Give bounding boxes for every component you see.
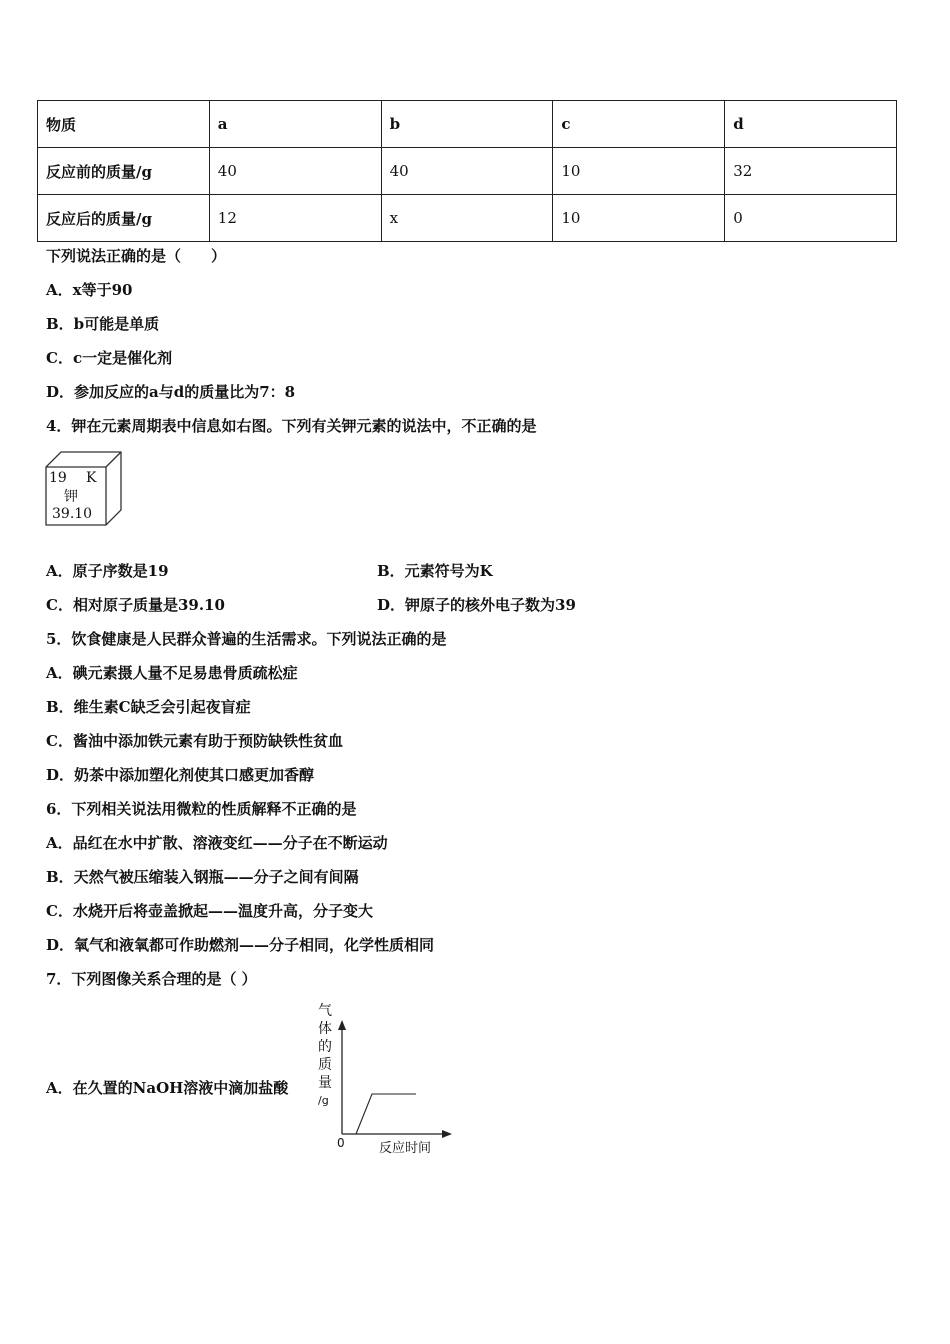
q3-option-c: C．c一定是催化剂 (46, 349, 173, 367)
table-cell: d (725, 101, 897, 148)
q5-option-a: A．碘元素摄人量不足易患骨质疏松症 (46, 664, 298, 682)
q6-option-d: D．氧气和液氧都可作助燃剂——分子相同，化学性质相同 (46, 936, 435, 954)
q3-option-b: B．b可能是单质 (46, 315, 160, 333)
table-row (38, 195, 897, 242)
q4-option-b: B．元素符号为K (377, 562, 493, 580)
q4-option-d: D．钾原子的核外电子数为39 (377, 596, 576, 614)
q5-option-c: C．酱油中添加铁元素有助于预防缺铁性贫血 (46, 732, 343, 750)
table-row (38, 101, 897, 148)
x-axis-label: 反应时间 (379, 1141, 432, 1156)
element-symbol: K (86, 470, 97, 486)
y-axis-label-char: 体 (318, 1021, 332, 1037)
table-cell: 物质 (38, 101, 210, 148)
q6-option-a: A．品红在水中扩散、溶液变红——分子在不断运动 (46, 834, 388, 852)
element-card (44, 450, 124, 528)
table-cell: a (209, 101, 381, 148)
y-axis-label-char: 气 (318, 1003, 332, 1019)
table-cell: c (553, 101, 725, 148)
y-axis-label-char: 量 (318, 1075, 332, 1091)
table-cell: b (381, 101, 553, 148)
q5-stem: 5．饮食健康是人民群众普遍的生活需求。下列说法正确的是 (46, 630, 447, 648)
table-cell: 10 (553, 195, 725, 242)
gas-mass-graph (312, 1000, 462, 1160)
table-cell: 反应前的质量/g (38, 148, 210, 195)
table-cell: 40 (381, 148, 553, 195)
table-cell: 10 (553, 148, 725, 195)
q3-option-d: D．参加反应的a与d的质量比为7：8 (46, 383, 296, 401)
table-row (38, 148, 897, 195)
q7-stem: 7．下列图像关系合理的是（ ） (46, 970, 257, 988)
element-name: 钾 (64, 489, 78, 505)
table-cell: 40 (209, 148, 381, 195)
atomic-mass: 39.10 (52, 506, 93, 522)
q5-option-b: B．维生素C缺乏会引起夜盲症 (46, 698, 251, 716)
q4-stem: 4．钾在元素周期表中信息如右图。下列有关钾元素的说法中，不正确的是 (46, 417, 537, 435)
mass-table (37, 100, 897, 242)
table-cell: 32 (725, 148, 897, 195)
y-axis-label-char: 质 (318, 1057, 332, 1073)
table-cell: 12 (209, 195, 381, 242)
q3-option-a: A．x等于90 (46, 281, 133, 299)
q3-stem: 下列说法正确的是（ ） (46, 247, 227, 265)
q7-option-a: A．在久置的NaOH溶液中滴加盐酸 (46, 1079, 289, 1097)
y-axis-label-char: 的 (318, 1039, 332, 1055)
graph-axes (312, 1000, 462, 1160)
table-cell: 0 (725, 195, 897, 242)
q5-option-d: D．奶茶中添加塑化剂使其口感更加香醇 (46, 766, 315, 784)
table-cell: x (381, 195, 553, 242)
q4-option-a: A．原子序数是19 (46, 562, 169, 580)
q6-option-b: B．天然气被压缩装入钢瓶——分子之间有间隔 (46, 868, 359, 886)
y-axis-label-char: /g (318, 1094, 329, 1107)
q6-option-c: C．水烧开后将壶盖掀起——温度升高，分子变大 (46, 902, 373, 920)
q6-stem: 6．下列相关说法用微粒的性质解释不正确的是 (46, 800, 357, 818)
atomic-number: 19 (49, 470, 67, 486)
origin-label: 0 (337, 1136, 345, 1150)
table-cell: 反应后的质量/g (38, 195, 210, 242)
q4-option-c: C．相对原子质量是39.10 (46, 596, 225, 614)
